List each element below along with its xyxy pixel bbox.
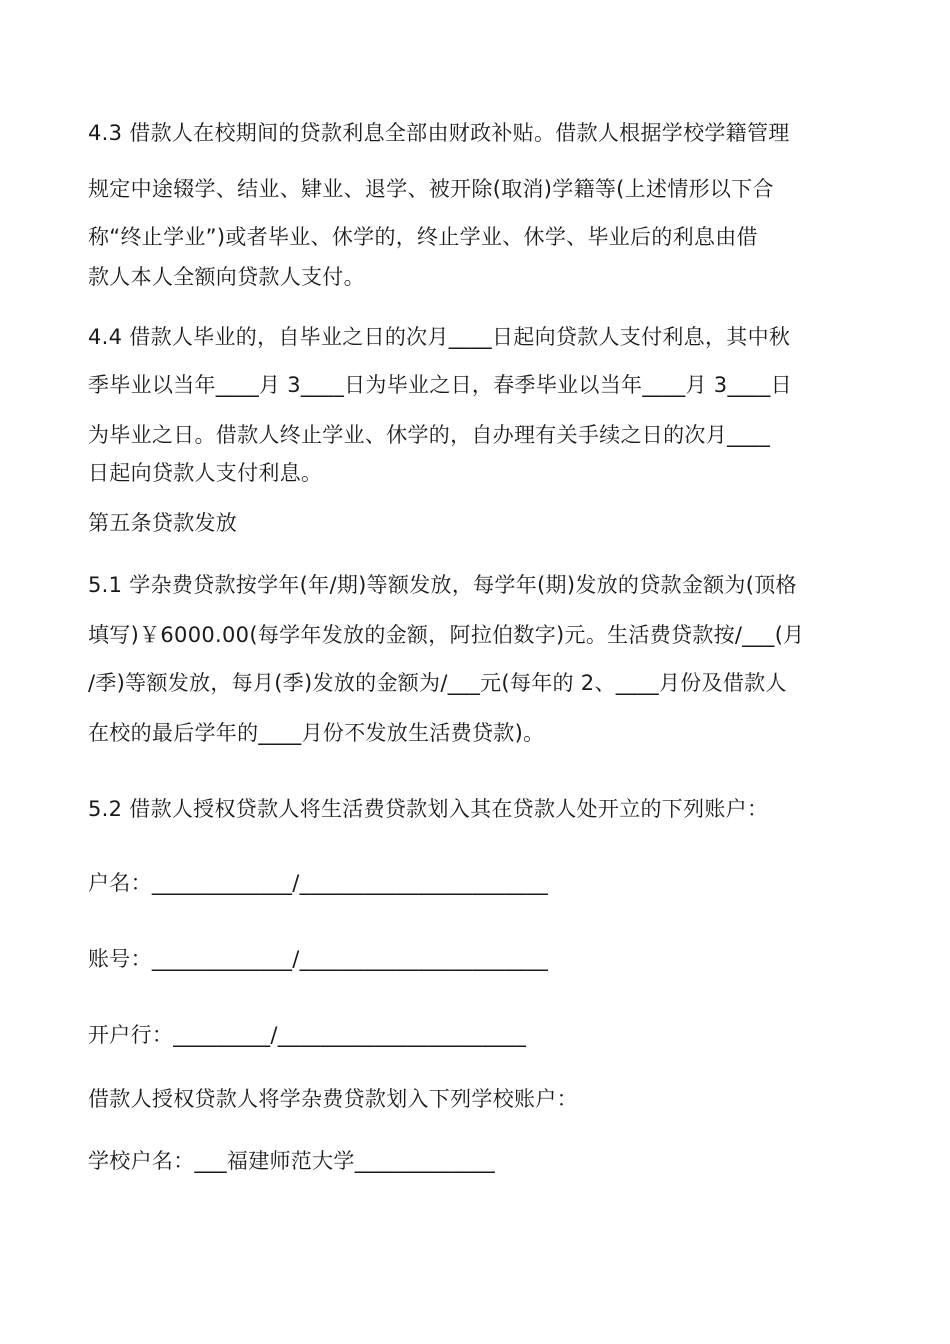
- section-heading-article-5: 第五条贷款发放: [88, 511, 238, 535]
- paragraph-4-4-line-2: 季毕业以当年____月 3____日为毕业之日，春季毕业以当年____月 3____日: [88, 373, 792, 397]
- paragraph-4-4-line-4: 日起向贷款人支付利息。: [88, 461, 323, 485]
- account-number-field: 账号：_____________/_______________________: [88, 947, 549, 971]
- school-account-name-field: 学校户名：___福建师范大学_____________: [88, 1149, 496, 1173]
- paragraph-4-3-line-2: 规定中途辍学、结业、肄业、退学、被开除(取消)学籍等(上述情形以下合: [88, 177, 774, 201]
- paragraph-4-3-line-1: 4.3 借款人在校期间的贷款利息全部由财政补贴。借款人根据学校学籍管理: [88, 121, 790, 145]
- paragraph-4-4-line-3: 为毕业之日。借款人终止学业、休学的，自办理有关手续之日的次月____: [88, 423, 771, 447]
- paragraph-4-3-line-4: 款人本人全额向贷款人支付。: [88, 265, 365, 289]
- paragraph-5-1-line-2: 填写)￥6000.00(每学年发放的金额，阿拉伯数字)元。生活费贷款按/___(月: [88, 623, 805, 647]
- paragraph-5-2: 5.2 借款人授权贷款人将生活费贷款划入其在贷款人处开立的下列账户：: [88, 797, 769, 821]
- opening-bank-field: 开户行：_________/_______________________: [88, 1023, 527, 1047]
- paragraph-4-4-line-1: 4.4 借款人毕业的，自毕业之日的次月____日起向贷款人支付利息，其中秋: [88, 325, 791, 349]
- paragraph-5-1-line-4: 在校的最后学年的____月份不发放生活费贷款)。: [88, 721, 545, 745]
- paragraph-5-1-line-3: /季)等额发放，每月(季)发放的金额为/___元(每年的 2、____月份及借款人: [88, 671, 787, 695]
- school-account-authorization: 借款人授权贷款人将学杂费贷款划入下列学校账户：: [88, 1087, 578, 1111]
- account-name-field: 户名：_____________/_______________________: [88, 871, 549, 895]
- paragraph-4-3-line-3: 称“终止学业”)或者毕业、休学的，终止学业、休学、毕业后的利息由借: [88, 225, 758, 249]
- paragraph-5-1-line-1: 5.1 学杂费贷款按学年(年/期)等额发放，每学年(期)发放的贷款金额为(顶格: [88, 573, 797, 597]
